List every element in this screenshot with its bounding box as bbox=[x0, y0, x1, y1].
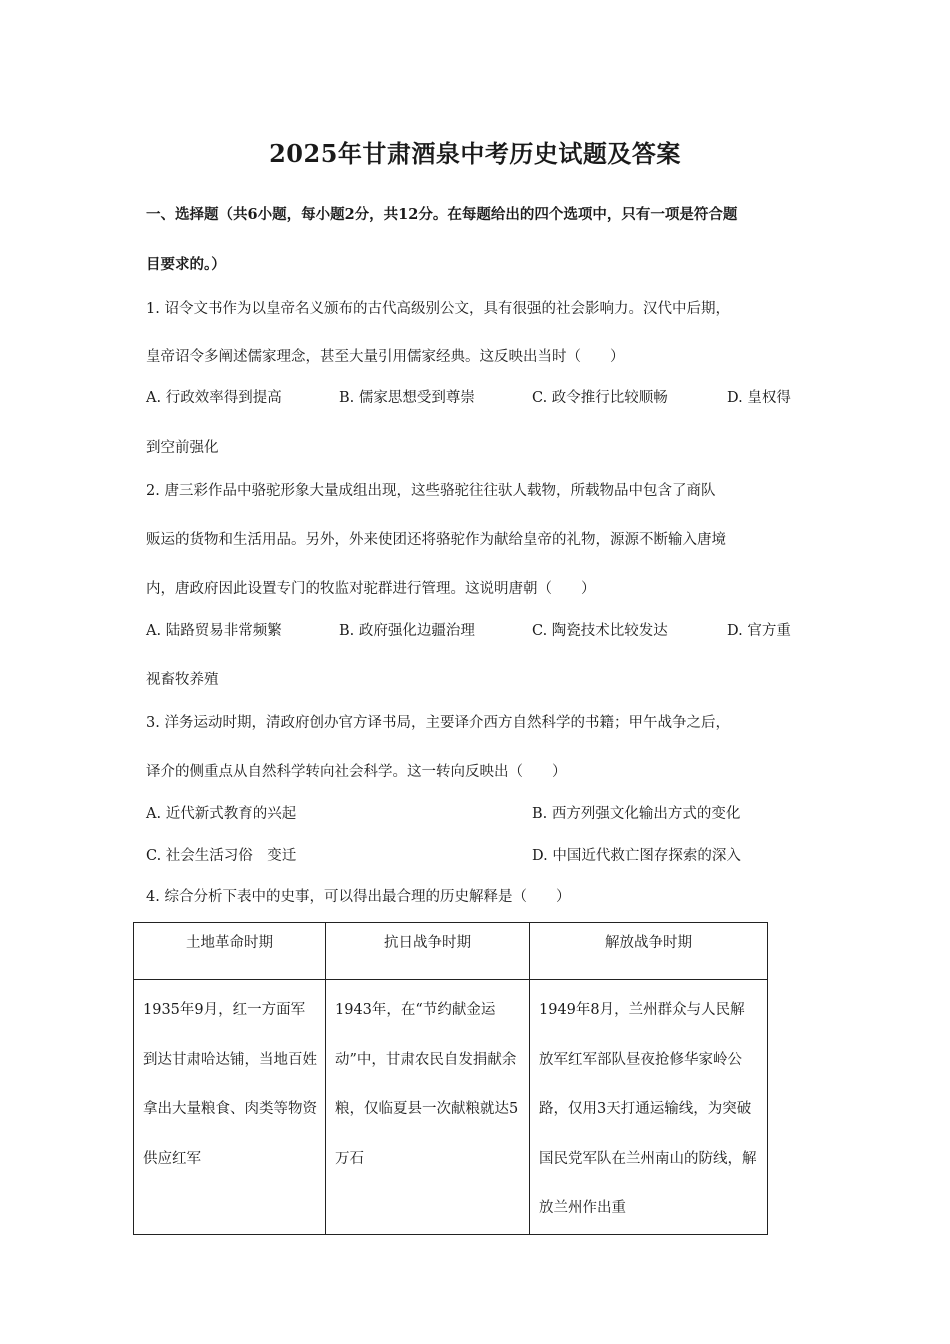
history-table bbox=[133, 922, 768, 1235]
table-cell: 1943年，在“节约献金运动”中，甘肃农民自发捐献余粮，仅临夏县一次献粮就达5万石 bbox=[326, 980, 530, 1235]
table-header-cell: 解放战争时期 bbox=[530, 923, 768, 980]
q1-option-c: C. 政令推行比较顺畅 bbox=[532, 390, 668, 406]
table-header-cell: 土地革命时期 bbox=[134, 923, 326, 980]
q4-stem: 4. 综合分析下表中的史事，可以得出最合理的历史解释是（ ） bbox=[146, 889, 571, 905]
q2-stem-line-1: 2. 唐三彩作品中骆驼形象大量成组出现，这些骆驼往往驮人载物，所载物品中包含了商队 bbox=[146, 483, 716, 499]
q3-option-d: D. 中国近代救亡图存探索的深入 bbox=[532, 848, 741, 864]
q1-option-d-continued: 到空前强化 bbox=[146, 440, 219, 456]
q3-option-a: A. 近代新式教育的兴起 bbox=[146, 806, 297, 822]
q2-option-d: D. 官方重 bbox=[727, 623, 791, 639]
q3-option-b: B. 西方列强文化输出方式的变化 bbox=[532, 806, 741, 822]
q2-stem-line-3: 内，唐政府因此设置专门的牧监对驼群进行管理。这说明唐朝（ ） bbox=[146, 581, 596, 597]
section-heading-line-2: 目要求的。） bbox=[146, 256, 226, 273]
q1-stem-line-2: 皇帝诏令多阐述儒家理念，甚至大量引用儒家经典。这反映出当时（ ） bbox=[146, 349, 625, 365]
q1-option-d: D. 皇权得 bbox=[727, 390, 791, 406]
q2-option-b: B. 政府强化边疆治理 bbox=[339, 623, 475, 639]
q2-option-a: A. 陆路贸易非常频繁 bbox=[146, 623, 282, 639]
q1-stem-line-1: 1. 诏令文书作为以皇帝名义颁布的古代高级别公文，具有很强的社会影响力。汉代中后期， bbox=[146, 301, 730, 317]
q3-option-c: C. 社会生活习俗 变迁 bbox=[146, 848, 297, 864]
table-cell: 1949年8月，兰州群众与人民解放军红军部队昼夜抢修华家岭公路，仅用3天打通运输线，为突破国民党军队在兰州南山的防线，解放兰州作出重 bbox=[530, 980, 768, 1235]
section-heading-line-1: 一、选择题（共6小题，每小题2分，共12分。在每题给出的四个选项中，只有一项是符合题 bbox=[146, 206, 738, 223]
table-cell: 1935年9月，红一方面军到达甘肃哈达铺，当地百姓拿出大量粮食、肉类等物资供应红军 bbox=[134, 980, 326, 1235]
q2-option-c: C. 陶瓷技术比较发达 bbox=[532, 623, 668, 639]
page-title: 2025年甘肃酒泉中考历史试题及答案 bbox=[269, 139, 681, 168]
q2-option-d-continued: 视畜牧养殖 bbox=[146, 672, 219, 688]
q1-option-a: A. 行政效率得到提高 bbox=[146, 390, 282, 406]
table-row bbox=[134, 980, 768, 1235]
table-header-row bbox=[134, 923, 768, 980]
table-header-cell: 抗日战争时期 bbox=[326, 923, 530, 980]
q3-stem-line-1: 3. 洋务运动时期，清政府创办官方译书局，主要译介西方自然科学的书籍；甲午战争之后， bbox=[146, 715, 730, 731]
q1-option-b: B. 儒家思想受到尊崇 bbox=[339, 390, 475, 406]
q2-stem-line-2: 贩运的货物和生活用品。另外，外来使团还将骆驼作为献给皇帝的礼物，源源不断输入唐境 bbox=[146, 532, 726, 548]
q3-stem-line-2: 译介的侧重点从自然科学转向社会科学。这一转向反映出（ ） bbox=[146, 764, 567, 780]
